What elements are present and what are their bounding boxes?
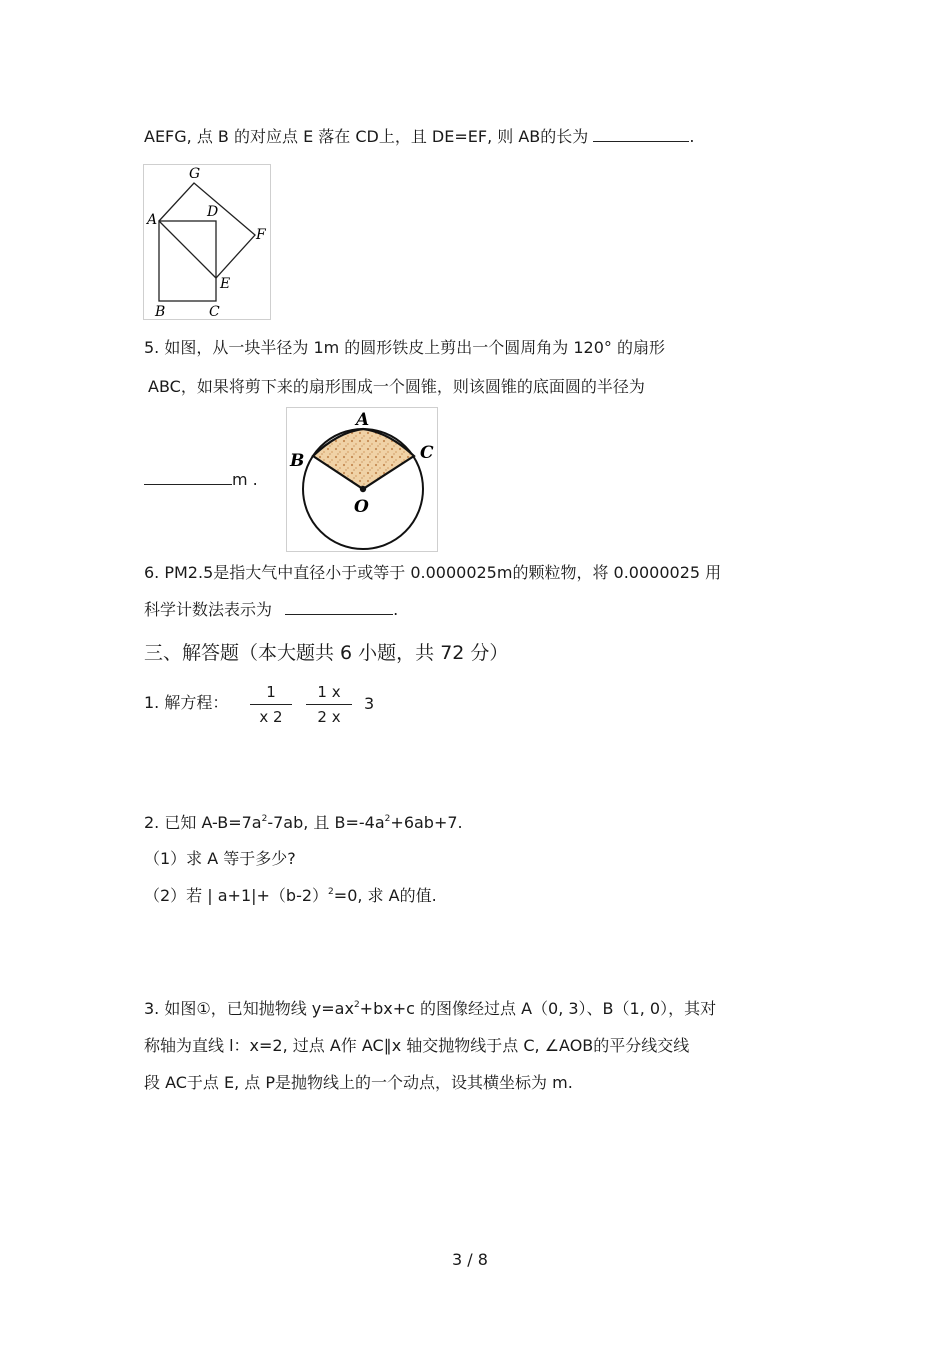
- p2-stem: [144, 813, 463, 836]
- label-B: B: [155, 304, 166, 320]
- p2-exp-3: 2: [328, 887, 334, 897]
- p3-line1: [144, 999, 716, 1022]
- label-B: B: [290, 451, 305, 471]
- circle-sector-figure: [286, 407, 438, 552]
- answer-blank: [593, 127, 689, 142]
- q4-end: .: [689, 127, 695, 146]
- p2-sub2-a: （2）若 | a+1|+（b-2）: [144, 886, 329, 905]
- fraction-1-den: x 2: [259, 708, 283, 726]
- fraction-1: [250, 682, 292, 727]
- q5-line2: ABC，如果将剪下来的扇形围成一个圆锥，则该圆锥的底面圆的半径为: [148, 377, 645, 396]
- q6-line2: [144, 600, 398, 620]
- section-heading: 三、解答题（本大题共 6 小题，共 72 分）: [144, 642, 509, 664]
- label-C: C: [209, 304, 220, 320]
- label-O: O: [354, 497, 369, 517]
- p2-sub2-b: =0, 求 A的值.: [333, 886, 437, 905]
- p3-line1-b: +bx+c 的图像经过点 A（0, 3）、B（1, 0），其对: [359, 999, 717, 1018]
- q5-unit: m .: [232, 470, 258, 489]
- p2-sub1: （1）求 A 等于多少?: [144, 849, 296, 868]
- p3-exp: 2: [353, 1000, 360, 1010]
- p3-line2: 称轴为直线 l：x=2, 过点 A作 AC∥x 轴交抛物线于点 C, ∠AOB的平分线交线: [144, 1036, 690, 1055]
- fraction-2-num: 1 x: [317, 683, 341, 701]
- p1-label: 1. 解方程：: [144, 693, 229, 712]
- label-A: A: [356, 410, 370, 430]
- label-C: C: [420, 443, 434, 463]
- label-E: E: [220, 276, 231, 292]
- p3-line1-a: 3. 如图①，已知抛物线 y=ax: [144, 999, 354, 1018]
- label-F: F: [256, 227, 266, 243]
- p2-exp-2: 2: [384, 814, 391, 824]
- answer-blank: [144, 470, 232, 485]
- p2-exp-1: 2: [261, 814, 268, 824]
- q6-end: .: [393, 600, 399, 619]
- fraction-2-den: 2 x: [317, 708, 341, 726]
- p3-line3: 段 AC于点 E, 点 P是抛物线上的一个动点，设其横坐标为 m.: [144, 1073, 573, 1092]
- p2-stem-a: 2. 已知 A-B=7a: [144, 813, 262, 832]
- fraction-2: [306, 682, 352, 727]
- square-figure: [143, 164, 271, 320]
- label-D: D: [207, 204, 219, 220]
- p2-sub2: [144, 886, 437, 909]
- p2-stem-b: -7ab, 且 B=-4a: [267, 813, 385, 832]
- q5-answer: [144, 470, 258, 490]
- q6-line2-text: 科学计数法表示为: [144, 600, 273, 619]
- label-G: G: [189, 166, 201, 182]
- answer-blank: [285, 600, 393, 615]
- q4-text-body: AEFG, 点 B 的对应点 E 落在 CD上，且 DE=EF, 则 AB的长为: [144, 127, 589, 146]
- q4-text: [144, 127, 694, 147]
- q5-line1: 5. 如图，从一块半径为 1m 的圆形铁皮上剪出一个圆周角为 120° 的扇形: [144, 338, 666, 357]
- page-number: 3 / 8: [452, 1250, 488, 1269]
- label-A: A: [147, 212, 158, 228]
- p1-rhs: 3: [364, 694, 375, 713]
- q6-line1: 6. PM2.5是指大气中直径小于或等于 0.0000025m的颗粒物，将 0.0000025 用: [144, 563, 722, 582]
- fraction-1-num: 1: [266, 683, 276, 701]
- p2-stem-c: +6ab+7.: [390, 813, 463, 832]
